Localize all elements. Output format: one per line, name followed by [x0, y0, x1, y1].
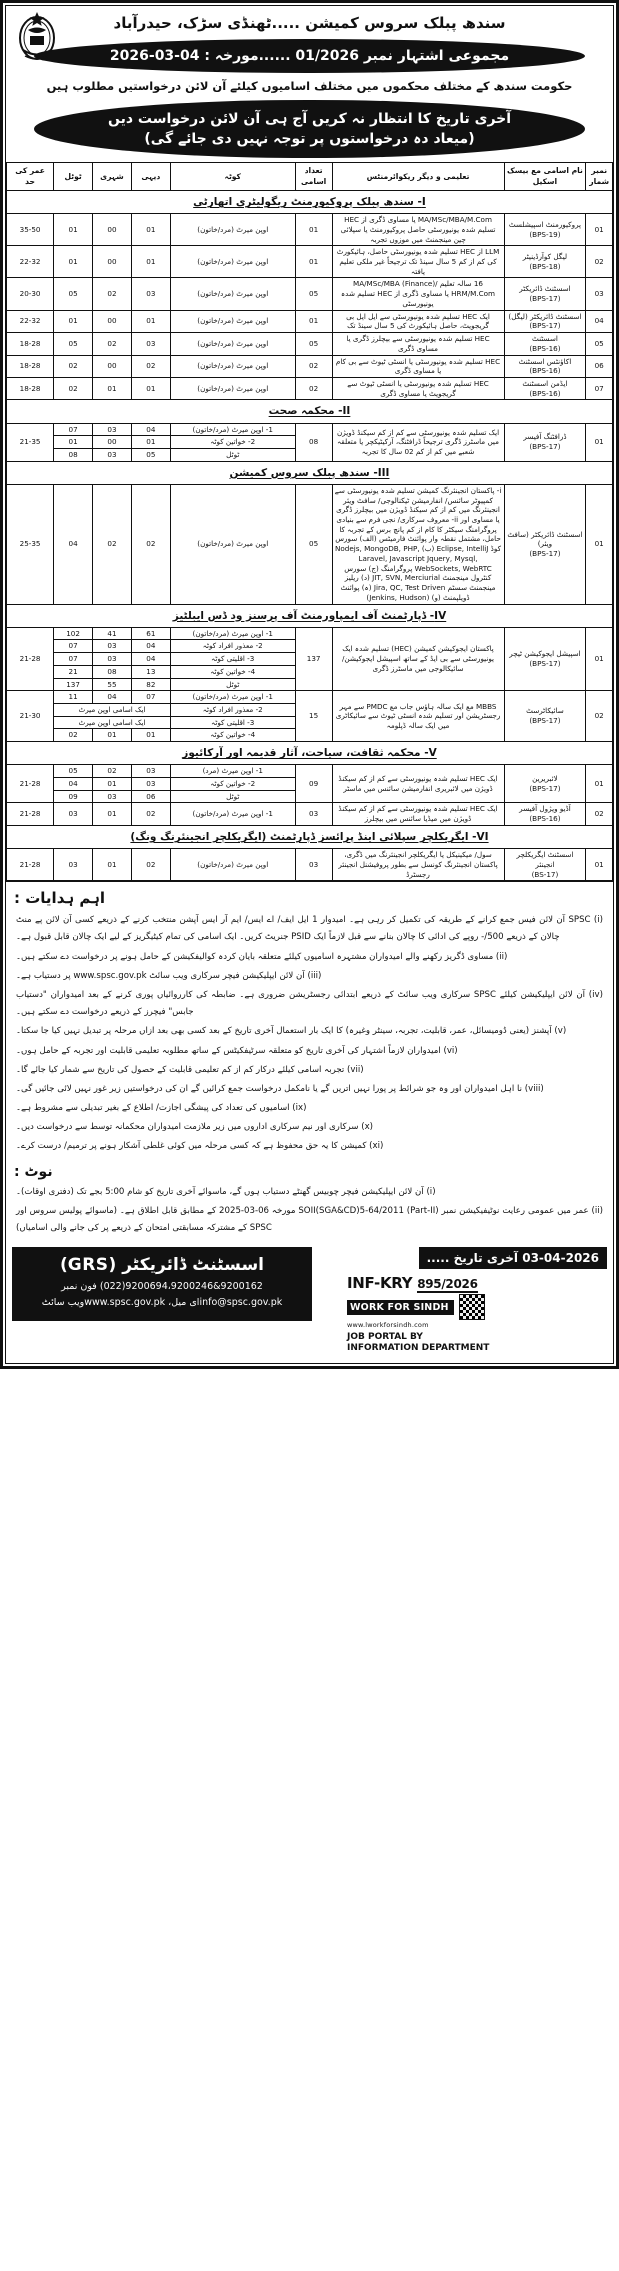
- cell-total: 01: [54, 310, 93, 332]
- instruction-item-8: (viii) نا اہل امیدواران اور وہ جو شرائط پر پورا نہیں اتریں گے یا نامکمل درخواست جمع کرائیں گے ان کی درخواستیں زیر غور نہیں لائی جائیں گی۔: [16, 1083, 544, 1094]
- cell-total: 07: [54, 423, 93, 436]
- cell-total: 02: [54, 729, 93, 742]
- web-label: ویب سائٹ: [41, 1297, 85, 1309]
- cell-rural: 61: [131, 627, 170, 640]
- cell-post-name: [504, 627, 586, 691]
- work-for-sindh-url[interactable]: www.lworkforsindh.com: [347, 1321, 429, 1330]
- cell-urban: 00: [93, 310, 132, 332]
- section-heading-row: [7, 190, 613, 213]
- cell-age-limit: 18-28: [7, 355, 54, 377]
- cell-quota: 1- اوپن میرٹ (مرد): [170, 765, 295, 778]
- section-heading-row: [7, 461, 613, 484]
- col-total: ٹوٹل: [54, 163, 93, 191]
- cell-rural: 01: [131, 729, 170, 742]
- note-title: نوٹ :: [14, 1163, 53, 1180]
- cell-total: 21: [54, 665, 93, 678]
- cell-urban: 00: [93, 214, 132, 246]
- cell-post-name: [504, 278, 586, 310]
- deadline-date: 03-04-2026: [522, 1251, 599, 1266]
- cell-qualification: 16 سالہ تعلیم MA/MSc/MBA (Finance)/ HRM/M.Com یا مساوی ڈگری از HEC تسلیم شدہ یونیورسٹی: [332, 278, 504, 310]
- cell-serial: 01: [586, 765, 613, 803]
- section-heading-row: [7, 742, 613, 765]
- col-posts-count: تعداد اسامی: [295, 163, 332, 191]
- web-line: info@spsc.gov.pkای میل، www.spsc.gov.pkویب سائٹ: [22, 1295, 302, 1311]
- cell-rural: 82: [131, 678, 170, 691]
- col-serial: نمبر شمار: [586, 163, 613, 191]
- cell-posts-count: 01: [295, 214, 332, 246]
- cell-rural: 07: [131, 691, 170, 704]
- cell-serial: 04: [586, 310, 613, 332]
- cell-quota: 3- اقلیتی کوٹہ: [170, 653, 295, 666]
- cell-total: 04: [54, 778, 93, 791]
- pay-scale: (BPS-18): [529, 261, 561, 271]
- cell-qualification: LLM از HEC تسلیم شدہ یونیورسٹی حاصل، ہائیکورٹ کی کم از کم 5 سال سینڈ تک ترجیحاً غیر ملکی تعلیم یافتہ: [332, 246, 504, 278]
- instruction-item-1: (i) SPSC آن لائن فیس جمع کرانے کے طریقہ کی تکمیل کر رہی ہے۔ امیدوار 1 ایل ایف/ اے ایس/ ایم آر ایس آپشن منتخب کرنے کے ذریعے کسی آن لائن پے منٹ چالان کے ذریعے 500/- روپے کی ادائی کا چالان بنانے سے قبل لازماً ایک PSID جنریٹ کریں۔ ایک اسامی کی تمام کیٹیگریز کے لیے ایک چالان قابل قبول ہے۔: [16, 915, 603, 943]
- post-title: اسپیشل ایجوکیشن ٹیچر: [509, 649, 581, 659]
- cell-posts-count: 05: [295, 484, 332, 604]
- pay-scale: (BPS-17): [529, 442, 561, 452]
- cell-rural: 01: [131, 310, 170, 332]
- deadline-block: [347, 1247, 607, 1355]
- cell-quota: 4- خواتین کوٹہ: [170, 729, 295, 742]
- cell-total: 03: [54, 803, 93, 825]
- cell-quota: ٹوٹل: [170, 448, 295, 461]
- cell-quota-merged: ایک اسامی اوپن میرٹ: [54, 703, 171, 716]
- section-title: II- محکمہ صحت: [7, 400, 613, 423]
- deadline-band: [419, 1247, 607, 1269]
- cell-post-name: [504, 333, 586, 355]
- table-row: [7, 377, 613, 399]
- cell-age-limit: 20-30: [7, 278, 54, 310]
- section-heading-row: [7, 400, 613, 423]
- cell-urban: 41: [93, 627, 132, 640]
- cell-posts-count: 02: [295, 355, 332, 377]
- issuing-authority: اسسٹنٹ ڈائریکٹر (GRS): [59, 1255, 265, 1276]
- section-title: I- سندھ پبلک پروکیورمنٹ ریگولیٹری اتھارٹی: [7, 190, 613, 213]
- cell-posts-count: 09: [295, 765, 332, 803]
- cell-quota: اوپن میرٹ (مرد/خاتون): [170, 377, 295, 399]
- table-row: [7, 423, 613, 436]
- cell-age-limit: 18-28: [7, 333, 54, 355]
- work-for-sindh-row: [347, 1294, 607, 1320]
- cell-serial: 07: [586, 377, 613, 399]
- cell-urban: 01: [93, 849, 132, 881]
- cell-rural: 04: [131, 640, 170, 653]
- deadline-label: آخری تاریخ .....: [426, 1251, 519, 1266]
- cell-rural: 02: [131, 803, 170, 825]
- cell-age-limit: 35-50: [7, 214, 54, 246]
- cell-rural: 01: [131, 214, 170, 246]
- phone-line: [22, 1279, 302, 1295]
- table-row: [7, 310, 613, 332]
- cell-total: 01: [54, 214, 93, 246]
- cell-urban: 02: [93, 484, 132, 604]
- cell-urban: 02: [93, 278, 132, 310]
- table-row: [7, 246, 613, 278]
- table-row: [7, 765, 613, 778]
- cell-urban: 02: [93, 333, 132, 355]
- post-title: آڈیو ویژول آفیسر: [519, 804, 571, 814]
- cell-post-name: [504, 423, 586, 461]
- cell-posts-count: 05: [295, 278, 332, 310]
- cell-post-name: [504, 849, 586, 881]
- cell-total: 09: [54, 790, 93, 803]
- cell-posts-count: 03: [295, 849, 332, 881]
- pay-scale: (BPS-17): [529, 716, 561, 726]
- table-row: [7, 333, 613, 355]
- section-title: III- سندھ پبلک سروس کمیشن: [7, 461, 613, 484]
- cell-total: 05: [54, 765, 93, 778]
- cell-age-limit: 21-28: [7, 627, 54, 691]
- job-portal-credit: [347, 1332, 607, 1355]
- section-title: IV- ڈپارٹمنٹ آف ایمپاورمنٹ آف پرسنز ود ڈس ایبلٹیز: [7, 604, 613, 627]
- cell-urban: 03: [93, 790, 132, 803]
- cell-rural: 03: [131, 333, 170, 355]
- cell-total: 01: [54, 436, 93, 449]
- instruction-item-3: (iii) آن لائن ایپلیکیشن فیچر سرکاری ویب سائٹ www.spsc.gov.pk پر دستیاب ہے۔: [16, 970, 322, 981]
- cell-post-name: [504, 765, 586, 803]
- cell-urban: 03: [93, 448, 132, 461]
- cell-posts-count: 137: [295, 627, 332, 691]
- inf-prefix: INF-KRY: [347, 1274, 413, 1293]
- urgency-band: [34, 100, 585, 159]
- cell-quota: 2- خواتین کوٹہ: [170, 436, 295, 449]
- cell-quota: 1- اوپن میرٹ (مرد/خاتون): [170, 803, 295, 825]
- cell-qualification: ایک تسلیم شدہ یونیورسٹی سے کم از کم سیکنڈ ڈویژن میں ماسٹرز ڈگری ترجیحاً ڈرافٹنگ، آرکیٹیکچر یا متعلقہ شعبے میں کم از کم 02 سال کا تجربہ: [332, 423, 504, 461]
- cell-rural: 01: [131, 377, 170, 399]
- cell-urban: 55: [93, 678, 132, 691]
- cell-post-name: [504, 691, 586, 742]
- cell-rural: 06: [131, 790, 170, 803]
- cell-quota: 3- اقلیتی کوٹہ: [170, 716, 295, 729]
- cell-quota: اوپن میرٹ (مرد/خاتون): [170, 214, 295, 246]
- section-heading-row: [7, 604, 613, 627]
- cell-post-name: [504, 310, 586, 332]
- pay-scale: (BPS-16): [529, 366, 561, 376]
- cell-serial: 02: [586, 246, 613, 278]
- job-portal-line-2: INFORMATION DEPARTMENT: [347, 1343, 490, 1354]
- post-title: ڈرافٹنگ آفیسر: [523, 432, 567, 442]
- cell-urban: 02: [93, 765, 132, 778]
- cell-quota: ٹوٹل: [170, 678, 295, 691]
- cell-total: 11: [54, 691, 93, 704]
- section-heading-row: [7, 825, 613, 848]
- cell-serial: 01: [586, 849, 613, 881]
- cell-quota: ٹوٹل: [170, 790, 295, 803]
- cell-post-name: [504, 803, 586, 825]
- cell-quota-merged: ایک اسامی اوپن میرٹ: [54, 716, 171, 729]
- pay-scale: (BPS-17): [529, 294, 561, 304]
- cell-qualification: HEC تسلیم شدہ یونیورسٹی یا انسٹی ٹیوٹ سے گریجویٹ یا مساوی ڈگری: [332, 377, 504, 399]
- cell-quota: 2- معذور افراد کوٹہ: [170, 703, 295, 716]
- cell-total: 02: [54, 377, 93, 399]
- cell-age-limit: 25-35: [7, 484, 54, 604]
- cell-serial: 02: [586, 803, 613, 825]
- cell-rural: 02: [131, 484, 170, 604]
- cell-total: 01: [54, 246, 93, 278]
- table-row: [7, 214, 613, 246]
- page-inner-frame: [5, 5, 614, 1364]
- cell-total: 137: [54, 678, 93, 691]
- website-address[interactable]: www.spsc.gov.pk: [84, 1297, 166, 1309]
- job-portal-line-1: JOB PORTAL BY: [347, 1332, 423, 1343]
- cell-posts-count: 08: [295, 423, 332, 461]
- cell-qualification: سول/ میکینیکل یا ایگریکلچر انجینئرنگ میں ڈگری، پاکستان انجینئرنگ کونسل سے بطور پروفیشنل انجینئر رجسٹرڈ: [332, 849, 504, 881]
- cell-quota: اوپن میرٹ (مرد/خاتون): [170, 484, 295, 604]
- inf-reference: [347, 1274, 607, 1292]
- cell-post-name: [504, 377, 586, 399]
- post-title: اسسٹنٹ ایگریکلچر انجینئر: [516, 850, 574, 869]
- cell-quota: 2- خواتین کوٹہ: [170, 778, 295, 791]
- phone-label: فون نمبر: [61, 1281, 97, 1293]
- cell-qualification: HEC تسلیم شدہ یونیورسٹی یا انسٹی ٹیوٹ سے بی کام یا مساوی ڈگری: [332, 355, 504, 377]
- cell-urban: 01: [93, 377, 132, 399]
- instruction-item-6: (vi) امیدواران لازماً اشتہار کی آخری تاریخ کو متعلقہ سرٹیفکیٹس کے ساتھ مطلوبہ تعلیمی قابلیت اور تجربہ کے حامل ہوں۔: [16, 1045, 458, 1056]
- cell-quota: 1- اوپن میرٹ (مرد/خاتون): [170, 423, 295, 436]
- cell-age-limit: 22-32: [7, 246, 54, 278]
- cell-posts-count: 01: [295, 246, 332, 278]
- cell-urban: 03: [93, 653, 132, 666]
- cell-rural: 03: [131, 278, 170, 310]
- instructions-section: [6, 881, 613, 1241]
- post-title: پروکیورمنٹ اسپیشلسٹ: [508, 220, 582, 230]
- cell-posts-count: 01: [295, 310, 332, 332]
- organization-title: سندھ پبلک سروس کمیشن .....ٹھنڈی سڑک، حیدرآباد: [113, 14, 506, 32]
- col-qualification: تعلیمی و دیگر ریکوائرمنٹس: [332, 163, 504, 191]
- vacancies-table-body: [7, 190, 613, 880]
- cell-quota: 2- معذور افراد کوٹہ: [170, 640, 295, 653]
- table-header-row: [7, 163, 613, 191]
- instruction-item-7: (vii) تجربہ اسامی کیلئے درکار کم از کم تعلیمی قابلیت کے حصول کی تاریخ سے شمار کیا جائے گا۔: [16, 1064, 364, 1075]
- work-for-sindh-badge: WORK FOR SINDH: [347, 1300, 454, 1315]
- document-header: [6, 6, 613, 162]
- cell-rural: 03: [131, 778, 170, 791]
- cell-qualification: MA/MSc/MBA/M.Com یا مساوی ڈگری از HEC تسلیم شدہ یونیورسٹی حاصل پروکیورمنٹ یا سپلائی چین مینجمنٹ میں موزوں تجربہ: [332, 214, 504, 246]
- instruction-item-9: (ix) اسامیوں کی تعداد کی پیشگی اجازت/ اطلاع کے بغیر تبدیلی سے مشروط ہے۔: [16, 1103, 307, 1114]
- table-row: [7, 849, 613, 881]
- pay-scale: (BS-17): [531, 869, 559, 879]
- cell-rural: 04: [131, 653, 170, 666]
- cell-total: 07: [54, 640, 93, 653]
- instructions-title: اہم ہدایات :: [14, 889, 106, 908]
- pay-scale: (BPS-16): [529, 388, 561, 398]
- table-row: [7, 803, 613, 825]
- cell-posts-count: 02: [295, 377, 332, 399]
- cell-post-name: [504, 355, 586, 377]
- post-title: اسسٹنٹ: [532, 334, 558, 344]
- cell-qualification: پاکستان ایجوکیشن کمیشن (HEC) تسلیم شدہ ایک یونیورسٹی سے بی ایڈ کے ساتھ اسپیشل ایجوکیشن/ سائیکالوجی میں ماسٹرز ڈگری: [332, 627, 504, 691]
- cell-posts-count: 05: [295, 333, 332, 355]
- cell-qualification: ایک HEC تسلیم شدہ یونیورسٹی سے کم از کم سیکنڈ ڈویژن میں لائبریری انفارمیشن سائنس میں ماسٹر: [332, 765, 504, 803]
- cell-serial: 01: [586, 214, 613, 246]
- instruction-item-5: (v) آپشنز (یعنی ڈومیسائل، عمر، قابلیت، تجربہ، سینٹر وغیرہ) کا ایک بار استعمال آخری تاریخ کے بعد کسی بھی بعد ازاں مرحلہ پر تبدیل نہیں کیا جا سکتا۔: [16, 1026, 567, 1037]
- pay-scale: (BPS-16): [529, 814, 561, 824]
- cell-urban: 00: [93, 355, 132, 377]
- cell-qualification: i- پاکستان انجینئرنگ کمیشن تسلیم شدہ یونیورسٹی سے کمپیوٹر سائنس/ انفارمیشن ٹیکنالوجی/ سافٹ ویئر انجینئرنگ میں کم از کم سیکنڈ ڈویژن میں بیچلرز ڈگری یا مساوی اور ii- معروف سرکاری/ نجی فرم سے بنیادی پروگرامنگ سیکٹر کا کام از کم پانچ برس کے تجربہ کا حامل، مشتمل نقطہ وار پوائنٹ فارمیٹس (الف) سورس کوڈ Eclipse, IntelliJ (ب) Nodejs, MongoDB, PHP, Laravel, Javascript Jquery, Mysql, WebSockets, WebRTC پروگرامنگ (ج) سورس کنٹرول مینجمنٹ JIT, SVN, Merciurial (د) ریلیز مینجمنٹ سسٹم Jira, QC, Test Driven (ہ) پوائنٹ ڈویلپمنٹ (و) (Jenkins, Hudson): [332, 484, 504, 604]
- cell-urban: 04: [93, 691, 132, 704]
- post-title: اسسٹنٹ ڈائریکٹر (سافٹ ویئر): [507, 529, 583, 549]
- cell-rural: 13: [131, 665, 170, 678]
- cell-qualification: ایک HEC تسلیم شدہ یونیورسٹی سے ایل ایل بی گریجویٹ، حاصل ہائیکورٹ کی 5 سال سینڈ تک: [332, 310, 504, 332]
- cell-quota: 1- اوپن میرٹ (مرد/خاتون): [170, 691, 295, 704]
- pay-scale: (BPS-17): [529, 321, 561, 331]
- cell-total: 04: [54, 484, 93, 604]
- cell-post-name: [504, 484, 586, 604]
- cell-total: 05: [54, 333, 93, 355]
- cell-urban: 03: [93, 640, 132, 653]
- col-post: نام اسامی مع بیسک اسکیل: [504, 163, 586, 191]
- cell-age-limit: 21-28: [7, 849, 54, 881]
- note-item-1: (i) آن لائن ایپلیکیشن فیچر چوبیس گھنٹے دستیاب ہوں گے، ماسوائے آخری تاریخ کو شام 5:00 بجے تک (دفتری اوقات)۔: [16, 1186, 436, 1197]
- cell-total: 03: [54, 849, 93, 881]
- cell-quota: 4- خواتین کوٹہ: [170, 665, 295, 678]
- note-item-2: (ii) عمر میں عمومی رعایت نوٹیفیکیشن نمبر SOII(SGA&CD)5-64/2011 (Part-II) مورخہ 06-03-2025 کے مطابق قابل اطلاق ہے۔ (ماسوائے پولیس سروس اور SPSC کے مشترکہ مسابقتی امتحان کے ذریعے پر کی جانے والی اسامیاں): [16, 1205, 603, 1234]
- col-age: عمر کی حد: [7, 163, 54, 191]
- cell-total: 07: [54, 653, 93, 666]
- instruction-item-10: (x) سرکاری اور نیم سرکاری اداروں میں زیر ملازمت امیدواران محکمانہ توسط سے درخواست دیں۔: [16, 1122, 374, 1133]
- cell-urban: 00: [93, 246, 132, 278]
- cell-quota: اوپن میرٹ (مرد/خاتون): [170, 849, 295, 881]
- instructions-list: [14, 912, 605, 1157]
- cell-age-limit: 21-35: [7, 423, 54, 461]
- cell-qualification: MBBS مع ایک سالہ ہاؤس جاب مع PMDC سے مہر رجسٹریشن اور تسلیم شدہ انسٹی ٹیوٹ سے سائیکاٹری میں ایک سالہ ڈپلومہ: [332, 691, 504, 742]
- post-title: لائبریرین: [532, 774, 558, 784]
- cell-quota: اوپن میرٹ (مرد/خاتون): [170, 246, 295, 278]
- cell-urban: 01: [93, 778, 132, 791]
- post-title: اسسٹنٹ ڈائریکٹر (لیگل): [508, 311, 582, 321]
- cell-urban: 00: [93, 436, 132, 449]
- cell-age-limit: 22-32: [7, 310, 54, 332]
- cell-urban: 01: [93, 803, 132, 825]
- cell-posts-count: 03: [295, 803, 332, 825]
- qr-code-icon: [459, 1294, 485, 1320]
- header-subtitle: حکومت سندھ کے مختلف محکموں میں مختلف اسامیوں کیلئے آن لائن درخواستیں مطلوب ہیں: [46, 78, 573, 93]
- email-label: ای میل: [171, 1297, 200, 1309]
- cell-rural: 05: [131, 448, 170, 461]
- table-row: [7, 627, 613, 640]
- phone-numbers: (022)9200694،9200246&9200162: [99, 1281, 263, 1293]
- document-footer: [6, 1241, 613, 1363]
- cell-quota: اوپن میرٹ (مرد/خاتون): [170, 310, 295, 332]
- table-row: [7, 484, 613, 604]
- post-title: اسسٹنٹ ڈائریکٹر: [519, 284, 571, 294]
- cell-post-name: [504, 214, 586, 246]
- cell-age-limit: 18-28: [7, 377, 54, 399]
- cell-post-name: [504, 246, 586, 278]
- cell-total: 102: [54, 627, 93, 640]
- instruction-item-11: (xi) کمیشن کا یہ حق محفوظ ہے کہ کسی مرحلہ میں کوئی غلطی آشکار ہونے پر ترمیم/ درست کرے۔: [16, 1141, 384, 1152]
- cell-urban: 01: [93, 729, 132, 742]
- cell-quota: اوپن میرٹ (مرد/خاتون): [170, 333, 295, 355]
- cell-age-limit: 21-28: [7, 803, 54, 825]
- cell-serial: 01: [586, 484, 613, 604]
- urgency-line-2: (میعاد دہ درخواستوں پر توجہ نہیں دی جائے گی): [144, 131, 475, 148]
- cell-quota: اوپن میرٹ (مرد/خاتون): [170, 278, 295, 310]
- cell-serial: 03: [586, 278, 613, 310]
- col-rural: دیہی: [131, 163, 170, 191]
- table-row: [7, 355, 613, 377]
- post-title: سائیکاٹرسٹ: [526, 706, 564, 716]
- col-urban: شہری: [93, 163, 132, 191]
- government-crest-icon: [14, 8, 60, 62]
- post-title: اکاؤنٹس اسسٹنٹ: [518, 356, 572, 366]
- cell-rural: 04: [131, 423, 170, 436]
- table-row: [7, 278, 613, 310]
- cell-total: 05: [54, 278, 93, 310]
- cell-serial: 01: [586, 423, 613, 461]
- cell-serial: 01: [586, 627, 613, 691]
- cell-age-limit: 21-28: [7, 765, 54, 803]
- pay-scale: (BPS-17): [529, 658, 561, 668]
- cell-total: 02: [54, 355, 93, 377]
- note-list: [14, 1184, 605, 1240]
- post-title: لیگل کوآرڈینیٹر: [522, 252, 568, 262]
- instruction-item-4: (iv) آن لائن ایپلیکیشن کیلئے SPSC سرکاری ویب سائٹ کے ذریعے ابتدائی رجسٹریشن ضروری ہے۔ ضابطہ کی کارروائیاں پوری کرنے کے بعد امیدواران "دستیاب جابس" فیچرز کے ذریعے درخواست دے سکتے ہیں۔: [16, 989, 603, 1018]
- section-title: V- محکمہ ثقافت، سیاحت، آثار قدیمہ اور آرکائیوز: [7, 742, 613, 765]
- cell-total: 08: [54, 448, 93, 461]
- cell-serial: 05: [586, 333, 613, 355]
- pay-scale: (BPS-17): [529, 549, 561, 559]
- instruction-item-2: (ii) مساوی ڈگریز رکھنے والے امیدواران مشتہرہ اسامیوں کیلئے متعلقہ بایان کردہ کوالیفکیشن کے حامل ہونے پر درخواست دے سکتے ہیں۔: [16, 951, 508, 962]
- email-address[interactable]: info@spsc.gov.pk: [199, 1297, 283, 1309]
- cell-serial: 02: [586, 691, 613, 742]
- urgency-line-1: آخری تاریخ کا انتظار نہ کریں آج ہی آن لائن درخواست دیں: [107, 110, 512, 127]
- cell-rural: 02: [131, 355, 170, 377]
- cell-quota: اوپن میرٹ (مرد/خاتون): [170, 355, 295, 377]
- cell-age-limit: 21-30: [7, 691, 54, 742]
- cell-quota: 1- اوپن میرٹ (مرد/خاتون): [170, 627, 295, 640]
- cell-rural: 03: [131, 765, 170, 778]
- pay-scale: (BPS-19): [529, 229, 561, 239]
- cell-serial: 06: [586, 355, 613, 377]
- cell-posts-count: 15: [295, 691, 332, 742]
- cell-urban: 03: [93, 423, 132, 436]
- section-title: VI- ایگریکلچر سپلائی اینڈ پرائسز ڈپارٹمنٹ (ایگریکلچر انجینئرنگ ونگ): [7, 825, 613, 848]
- cell-rural: 02: [131, 849, 170, 881]
- col-quota: کوٹہ: [170, 163, 295, 191]
- cell-urban: 08: [93, 665, 132, 678]
- authority-block: [12, 1247, 312, 1320]
- cell-rural: 01: [131, 246, 170, 278]
- table-row: [7, 691, 613, 704]
- post-title: ایڈمن اسسٹنٹ: [522, 378, 568, 388]
- cell-qualification: HEC تسلیم شدہ یونیورسٹی سے بیچلرز ڈگری یا مساوی ڈگری: [332, 333, 504, 355]
- inf-number: 895/2026: [417, 1277, 478, 1292]
- pay-scale: (BPS-17): [529, 783, 561, 793]
- pay-scale: (BPS-16): [529, 343, 561, 353]
- cell-qualification: ایک HEC تسلیم شدہ یونیورسٹی سے کم از کم سیکنڈ ڈویژن میں میڈیا سائنس میں بیچلرز: [332, 803, 504, 825]
- cell-rural: 01: [131, 436, 170, 449]
- vacancies-table: [6, 162, 613, 881]
- advertisement-number-band: مجموعی اشتہار نمبر 01/2026 ......مورخہ : 04-03-2026: [34, 39, 585, 73]
